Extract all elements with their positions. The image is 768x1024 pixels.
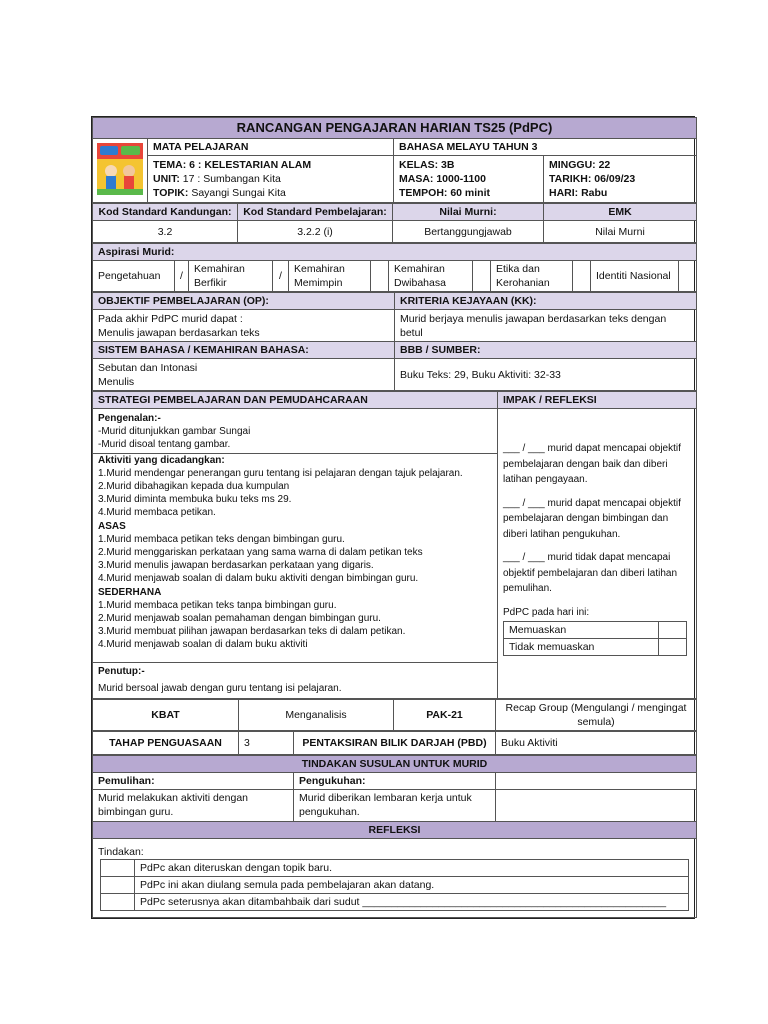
resources-text: Buku Teks: 29, Buku Aktiviti: 32-33: [395, 359, 697, 391]
aspiration-mark-1[interactable]: /: [175, 261, 189, 292]
impact-item-1: ___ / ___ murid dapat mencapai objektif pembelajaran dengan baik dan diberi latihan pengayaan.: [503, 443, 681, 485]
remedial-text: Murid melakukan aktiviti dengan bimbingan guru.: [93, 790, 294, 822]
theme-cell: [148, 156, 394, 203]
values-value: Bertanggungjawab: [393, 221, 544, 243]
basic-label: ASAS: [98, 520, 126, 532]
date-text: TARIKH: 06/09/23: [549, 173, 636, 185]
intro-item-1: -Murid ditunjukkan gambar Sungai: [98, 426, 251, 438]
objective-table: [92, 292, 697, 391]
basic-item-1: 1.Murid membaca petikan teks dengan bimbingan guru.: [98, 533, 345, 545]
topic-text: TOPIK: Sayangi Sungai Kita: [153, 187, 286, 199]
aspiration-item-6: Identiti Nasional: [591, 261, 679, 292]
followup-table: [92, 755, 697, 918]
class-text: KELAS: 3B: [399, 159, 455, 171]
objective-label: OBJEKTIF PEMBELAJARAN (OP):: [93, 293, 395, 310]
aspiration-label: Aspirasi Murid:: [93, 244, 697, 261]
week-cell: [544, 156, 697, 203]
week-text: MINGGU: 22: [549, 159, 611, 171]
values-label: Nilai Murni:: [393, 204, 544, 221]
strategy-table: [92, 391, 697, 699]
aspiration-check-3[interactable]: [371, 261, 389, 292]
aspiration-item-4: Kemahiran Dwibahasa: [389, 261, 473, 292]
objective-line-2: Menulis jawapan berdasarkan teks: [98, 327, 260, 339]
pak21-label: PAK-21: [394, 700, 496, 731]
duration-text: TEMPOH: 60 minit: [399, 187, 491, 199]
mastery-level-value: 3: [239, 732, 294, 755]
day-text: HARI: Rabu: [549, 187, 608, 199]
aspiration-item-2: Kemahiran Berfikir: [189, 261, 273, 292]
intro-label: Pengenalan:-: [98, 413, 161, 424]
lesson-plan-sheet: [91, 116, 695, 919]
pdpc-check-satisfactory[interactable]: [659, 622, 687, 639]
page-title: RANCANGAN PENGAJARAN HARIAN TS25 (PdPC): [93, 118, 697, 139]
basic-item-3: 3.Murid menulis jawapan berdasarkan perkataan yang digaris.: [98, 560, 374, 572]
pbd-value: Buku Aktiviti: [496, 732, 697, 755]
logo-cell: [93, 139, 148, 203]
kbat-label: KBAT: [93, 700, 239, 731]
pdpc-option-unsatisfactory: Tidak memuaskan: [504, 639, 659, 656]
reflection-cell: [93, 839, 697, 918]
reflection-check-3[interactable]: [101, 894, 135, 911]
activity-item-2: 2.Murid dibahagikan kepada dua kumpulan: [98, 481, 290, 493]
basic-item-4: 4.Murid menjawab soalan di dalam buku aktiviti dengan bimbingan guru.: [98, 573, 419, 585]
standards-table: [92, 203, 697, 243]
time-text: MASA: 1000-1100: [399, 173, 486, 185]
activity-item-4: 4.Murid membaca petikan.: [98, 507, 216, 519]
language-system-line-2: Menulis: [98, 376, 135, 388]
basic-item-2: 2.Murid menggariskan perkataan yang sama warna di dalam petikan teks: [98, 547, 423, 559]
strategy-cell: [93, 409, 498, 699]
reflection-options: [100, 859, 689, 911]
enrichment-label: Pengukuhan:: [294, 773, 496, 790]
pdpc-option-satisfactory: Memuaskan: [504, 622, 659, 639]
aspiration-check-4[interactable]: [473, 261, 491, 292]
aspiration-table: [92, 243, 697, 292]
impact-item-2: ___ / ___ murid dapat mencapai objektif pembelajaran dengan bimbingan dan diberi latihan pengukuhan.: [503, 497, 681, 540]
subject-value: BAHASA MELAYU TAHUN 3: [394, 139, 697, 156]
aspiration-check-6[interactable]: [679, 261, 697, 292]
activity-item-1: 1.Murid mendengar penerangan guru tentang isi pelajaran dengan tajuk pelajaran.: [98, 467, 463, 479]
unit-text: UNIT: 17 : Sumbangan Kita: [153, 173, 281, 185]
strategy-divider: [93, 652, 497, 663]
content-standard-label: Kod Standard Kandungan:: [93, 204, 238, 221]
kbat-value: Menganalisis: [239, 700, 394, 731]
reflection-option-1: PdPc akan diteruskan dengan topik baru.: [135, 860, 689, 877]
intermediate-item-4: 4.Murid menjawab soalan di dalam buku aktiviti: [98, 639, 308, 651]
reflection-label: REFLEKSI: [93, 822, 697, 839]
impact-label: IMPAK / REFLEKSI: [498, 392, 697, 409]
action-label: Tindakan:: [98, 846, 144, 859]
aspiration-item-3: Kemahiran Memimpin: [289, 261, 371, 292]
success-criteria-label: KRITERIA KEJAYAAN (KK):: [395, 293, 697, 310]
learning-standard-value: 3.2.2 (i): [238, 221, 393, 243]
activity-item-3: 3.Murid diminta membuka buku teks ms 29.: [98, 494, 292, 506]
language-system-line-1: Sebutan dan Intonasi: [98, 362, 198, 374]
intro-item-2: -Murid disoal tentang gambar.: [93, 438, 497, 453]
intermediate-item-2: 2.Murid menjawab soalan pemahaman dengan bimbingan guru.: [98, 613, 381, 625]
mastery-level-label: TAHAP PENGUASAAN: [93, 732, 239, 755]
mastery-table: [92, 731, 697, 755]
closing-text: Murid bersoal jawab dengan guru tentang isi pelajaran.: [98, 682, 342, 694]
aspiration-mark-2[interactable]: /: [273, 261, 289, 292]
reflection-check-1[interactable]: [101, 860, 135, 877]
emk-label: EMK: [544, 204, 697, 221]
intermediate-label: SEDERHANA: [98, 586, 162, 598]
pdpc-options: [503, 621, 687, 656]
activity-label: Aktiviti yang dicadangkan:: [98, 454, 225, 466]
pak21-value: Recap Group (Mengulangi / mengingat semula): [496, 700, 697, 731]
kbat-table: [92, 699, 697, 731]
language-system-label: SISTEM BAHASA / KEMAHIRAN BAHASA:: [93, 342, 395, 359]
strategy-label: STRATEGI PEMBELAJARAN DAN PEMUDAHCARAAN: [93, 392, 498, 409]
impact-cell: [498, 409, 697, 699]
success-criteria-text: Murid berjaya menulis jawapan berdasarkan teks dengan betul: [395, 310, 697, 342]
reflection-check-2[interactable]: [101, 877, 135, 894]
lesson-plan-table: [92, 117, 697, 203]
intermediate-item-1: 1.Murid membaca petikan teks tanpa bimbingan guru.: [98, 599, 337, 611]
followup-label: TINDAKAN SUSULAN UNTUK MURID: [93, 756, 697, 773]
objective-line-1: Pada akhir PdPC murid dapat :: [98, 313, 243, 325]
class-cell: [394, 156, 544, 203]
aspiration-check-5[interactable]: [573, 261, 591, 292]
book-cover-logo: [97, 143, 143, 195]
pdpc-label: PdPC pada hari ini:: [503, 606, 590, 618]
objective-cell: [93, 310, 395, 342]
aspiration-item-5: Etika dan Kerohanian: [491, 261, 573, 292]
remedial-label: Pemulihan:: [93, 773, 294, 790]
pbd-label: PENTAKSIRAN BILIK DARJAH (PBD): [294, 732, 496, 755]
theme-text: TEMA: 6 : KELESTARIAN ALAM: [153, 159, 312, 171]
intermediate-item-3: 3.Murid membuat pilihan jawapan berdasarkan teks di dalam petikan.: [98, 626, 406, 638]
subject-label: MATA PELAJARAN: [148, 139, 394, 156]
reflection-option-2: PdPc ini akan diulang semula pada pembelajaran akan datang.: [135, 877, 689, 894]
closing-label: Penutup:-: [98, 665, 145, 677]
language-system-cell: [93, 359, 395, 391]
aspiration-item-1: Pengetahuan: [93, 261, 175, 292]
learning-standard-label: Kod Standard Pembelajaran:: [238, 204, 393, 221]
enrichment-text: Murid diberikan lembaran kerja untuk pengukuhan.: [294, 790, 496, 822]
content-standard-value: 3.2: [93, 221, 238, 243]
pdpc-check-unsatisfactory[interactable]: [659, 639, 687, 656]
impact-item-3: ___ / ___ murid tidak dapat mencapai objektif pembelajaran dan diberi latihan pemulihan.: [503, 552, 678, 594]
resources-label: BBB / SUMBER:: [395, 342, 697, 359]
emk-value: Nilai Murni: [544, 221, 697, 243]
reflection-option-3: PdPc seterusnya akan ditambahbaik dari sudut ____________________________________________________: [135, 894, 689, 911]
